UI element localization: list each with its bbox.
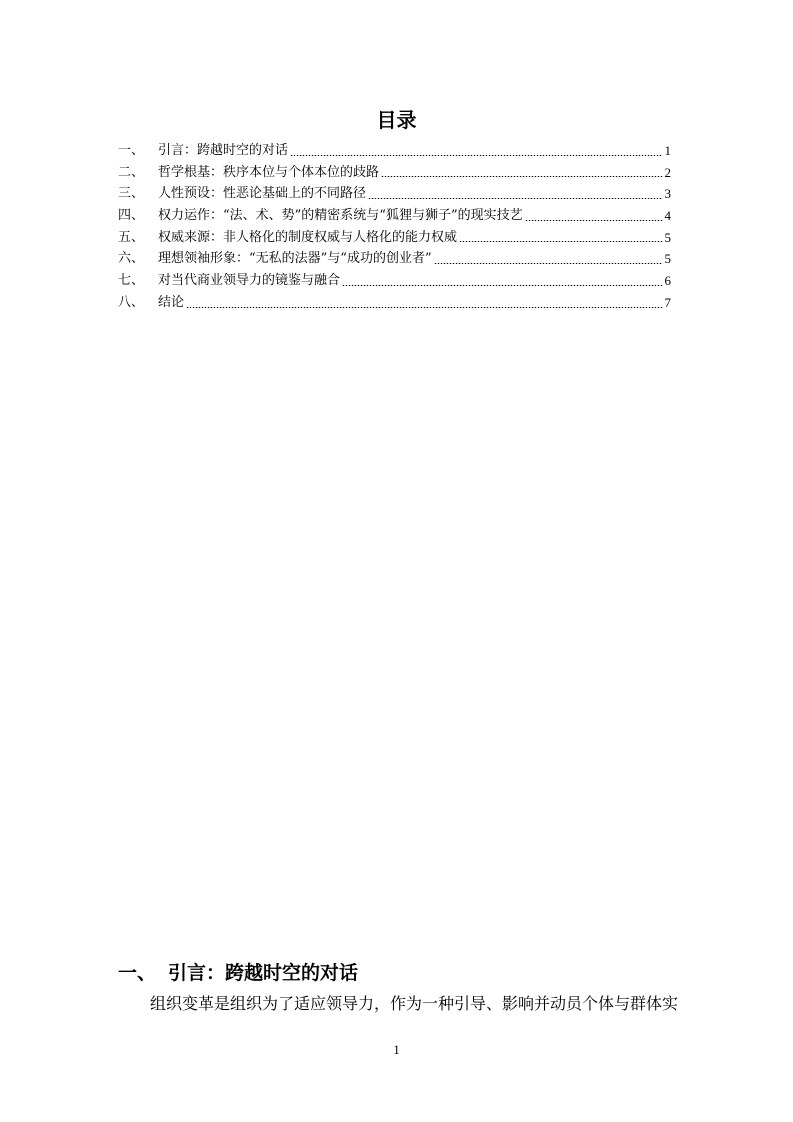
toc-entry-page: 5 xyxy=(664,229,671,245)
toc-dot-leader xyxy=(525,220,663,221)
toc-entry-title: 对当代商业领导力的镜鉴与融合 xyxy=(158,273,341,289)
toc-entry[interactable] xyxy=(118,227,671,249)
toc-entry-number: 六、 xyxy=(118,251,145,267)
toc-title: 目录 xyxy=(376,108,417,132)
toc-dot-leader xyxy=(342,285,662,286)
toc-entry[interactable] xyxy=(118,162,671,184)
toc-entry-page: 6 xyxy=(664,273,671,289)
section-number: 一、 xyxy=(118,962,157,984)
toc-entry-number: 八、 xyxy=(118,294,145,310)
toc-dot-leader xyxy=(290,155,662,156)
toc-entry[interactable] xyxy=(118,140,671,162)
toc-entry-number: 五、 xyxy=(118,229,145,245)
toc-entry-page: 4 xyxy=(664,208,671,224)
toc-entry[interactable] xyxy=(118,292,671,314)
page-number: 1 xyxy=(393,1042,400,1057)
toc-entry-title: 权威来源：非人格化的制度权威与人格化的能力权威 xyxy=(158,229,458,245)
toc-entry-number: 七、 xyxy=(118,273,145,289)
toc-dot-leader xyxy=(381,176,662,177)
toc-dot-leader xyxy=(434,263,663,264)
section-heading xyxy=(118,958,358,985)
toc-entry[interactable] xyxy=(118,183,671,205)
toc-entry-number: 四、 xyxy=(118,208,145,224)
toc-entry-page: 5 xyxy=(664,251,671,267)
toc-entry-page: 1 xyxy=(664,142,671,158)
toc-entry-number: 一、 xyxy=(118,142,145,158)
toc-entry-title: 哲学根基：秩序本位与个体本位的歧路 xyxy=(158,164,380,180)
toc-entry-title: 人性预设：性恶论基础上的不同路径 xyxy=(158,186,367,202)
toc-entry-title: 理想领袖形象：“无私的法器”与“成功的创业者” xyxy=(158,251,432,267)
table-of-contents xyxy=(118,140,671,314)
toc-entry-page: 2 xyxy=(664,164,671,180)
section-title: 引言：跨越时空的对话 xyxy=(168,962,359,984)
toc-dot-leader xyxy=(368,198,662,199)
toc-entry-number: 三、 xyxy=(118,186,145,202)
toc-entry[interactable] xyxy=(118,205,671,227)
toc-entry-number: 二、 xyxy=(118,164,145,180)
toc-entry-page: 3 xyxy=(664,186,671,202)
toc-entry-title: 引言：跨越时空的对话 xyxy=(158,142,289,158)
toc-dot-leader xyxy=(186,307,662,308)
toc-dot-leader xyxy=(459,241,662,242)
toc-entry-title: 权力运作：“法、术、势”的精密系统与“狐狸与狮子”的现实技艺 xyxy=(158,208,523,224)
body-paragraph: 组织变革是组织为了适应领导力，作为一种引导、影响并动员个体与群体实 xyxy=(150,994,679,1013)
toc-entry[interactable] xyxy=(118,270,671,292)
toc-entry-page: 7 xyxy=(664,294,671,310)
toc-entry[interactable] xyxy=(118,248,671,270)
toc-entry-title: 结论 xyxy=(158,294,185,310)
